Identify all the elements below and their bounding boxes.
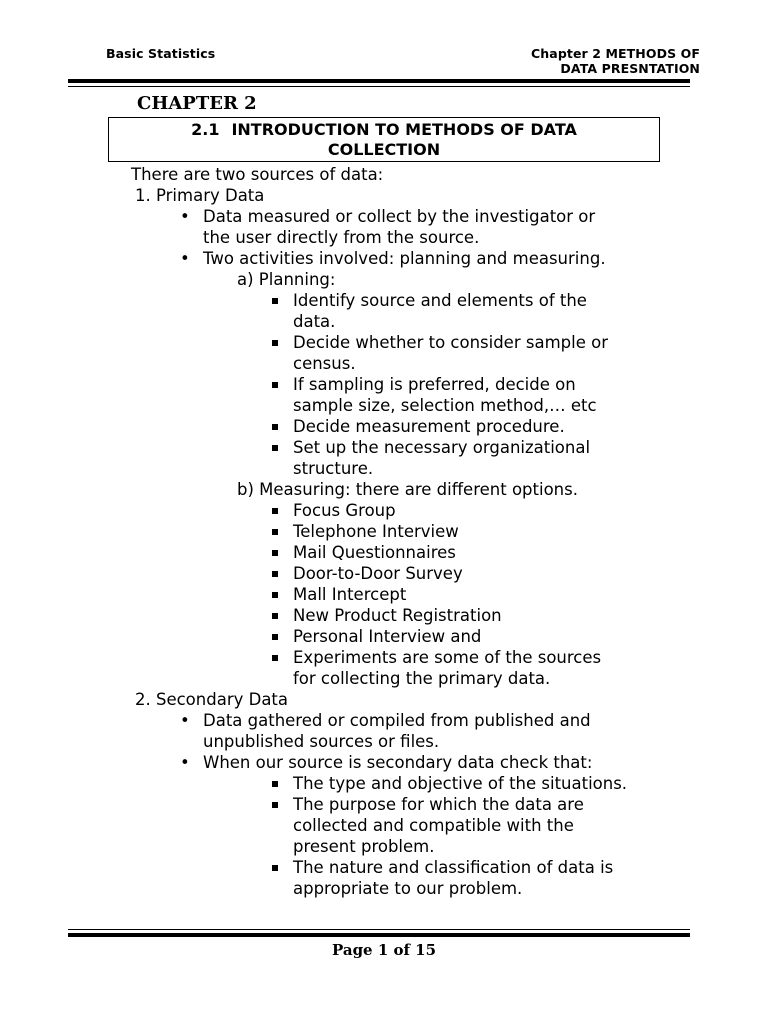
square-bullet-marker [272,424,278,430]
planning-item: census. [293,354,356,373]
measuring-item: New Product Registration [293,606,502,625]
section-title-box [108,117,660,162]
square-bullet-marker [272,382,278,388]
running-header-right [531,46,700,76]
running-header-right-line1: Chapter 2 METHODS OF [531,46,700,61]
measuring-item: Telephone Interview [293,522,459,541]
planning-item: Set up the necessary organizational [293,438,591,457]
running-header-left: Basic Statistics [106,46,216,61]
section-number: 2.1 [191,120,220,139]
secondary-bullet: unpublished sources or files. [203,732,440,751]
measuring-item: Experiments are some of the sources [293,648,602,667]
measuring-item: for collecting the primary data. [293,669,551,688]
measuring-item: Personal Interview and [293,627,482,646]
planning-item: If sampling is preferred, decide on [293,375,576,394]
primary-bullet: Two activities involved: planning and measuring. [203,249,606,268]
measuring-item: Door-to-Door Survey [293,564,463,583]
planning-item: Decide measurement procedure. [293,417,565,436]
square-bullet-marker [272,529,278,535]
square-bullet-marker [272,298,278,304]
secondary-check-item: The type and objective of the situations. [293,774,628,793]
primary-bullet: the user directly from the source. [203,228,480,247]
section-title-text: INTRODUCTION TO METHODS OF DATA [231,120,577,139]
planning-item: Decide whether to consider sample or [293,333,608,352]
square-bullet-marker [272,613,278,619]
section-title-line1 [109,120,659,140]
square-bullet-marker [272,340,278,346]
bullet-marker: • [180,753,190,772]
measuring-item: Focus Group [293,501,396,520]
running-header-right-line2: DATA PRESNTATION [560,61,700,76]
measuring-item: Mall Intercept [293,585,407,604]
primary-data-heading: 1. Primary Data [135,186,265,205]
measuring-item: Mail Questionnaires [293,543,456,562]
planning-label: a) Planning: [237,270,336,289]
bullet-marker: • [180,207,190,226]
square-bullet-marker [272,781,278,787]
square-bullet-marker [272,550,278,556]
square-bullet-marker [272,655,278,661]
planning-item: sample size, selection method,… etc [293,396,597,415]
bullet-marker: • [180,711,190,730]
secondary-bullet: When our source is secondary data check that: [203,753,593,772]
footer-rule-thick [68,933,690,937]
secondary-check-item: collected and compatible with the [293,816,574,835]
secondary-bullet: Data gathered or compiled from published and [203,711,591,730]
section-title-line2: COLLECTION [327,140,441,159]
secondary-check-item: The purpose for which the data are [293,795,584,814]
planning-item: Identify source and elements of the [293,291,587,310]
square-bullet-marker [272,571,278,577]
square-bullet-marker [272,445,278,451]
secondary-check-item: appropriate to our problem. [293,879,523,898]
intro-text: There are two sources of data: [131,165,384,184]
chapter-heading: CHAPTER 2 [137,93,257,114]
secondary-data-heading: 2. Secondary Data [135,690,289,709]
footer-rule-thin [68,929,690,930]
planning-item: data. [293,312,336,331]
square-bullet-marker [272,592,278,598]
measuring-label: b) Measuring: there are different options. [237,480,578,499]
page-number: Page 1 of 15 [331,941,437,959]
header-rule-thin [68,86,690,87]
bullet-marker: • [180,249,190,268]
primary-bullet: Data measured or collect by the investigator or [203,207,596,226]
header-rule-thick [68,79,690,83]
secondary-check-item: The nature and classification of data is [293,858,614,877]
square-bullet-marker [272,802,278,808]
secondary-check-item: present problem. [293,837,435,856]
square-bullet-marker [272,634,278,640]
square-bullet-marker [272,865,278,871]
planning-item: structure. [293,459,374,478]
square-bullet-marker [272,508,278,514]
